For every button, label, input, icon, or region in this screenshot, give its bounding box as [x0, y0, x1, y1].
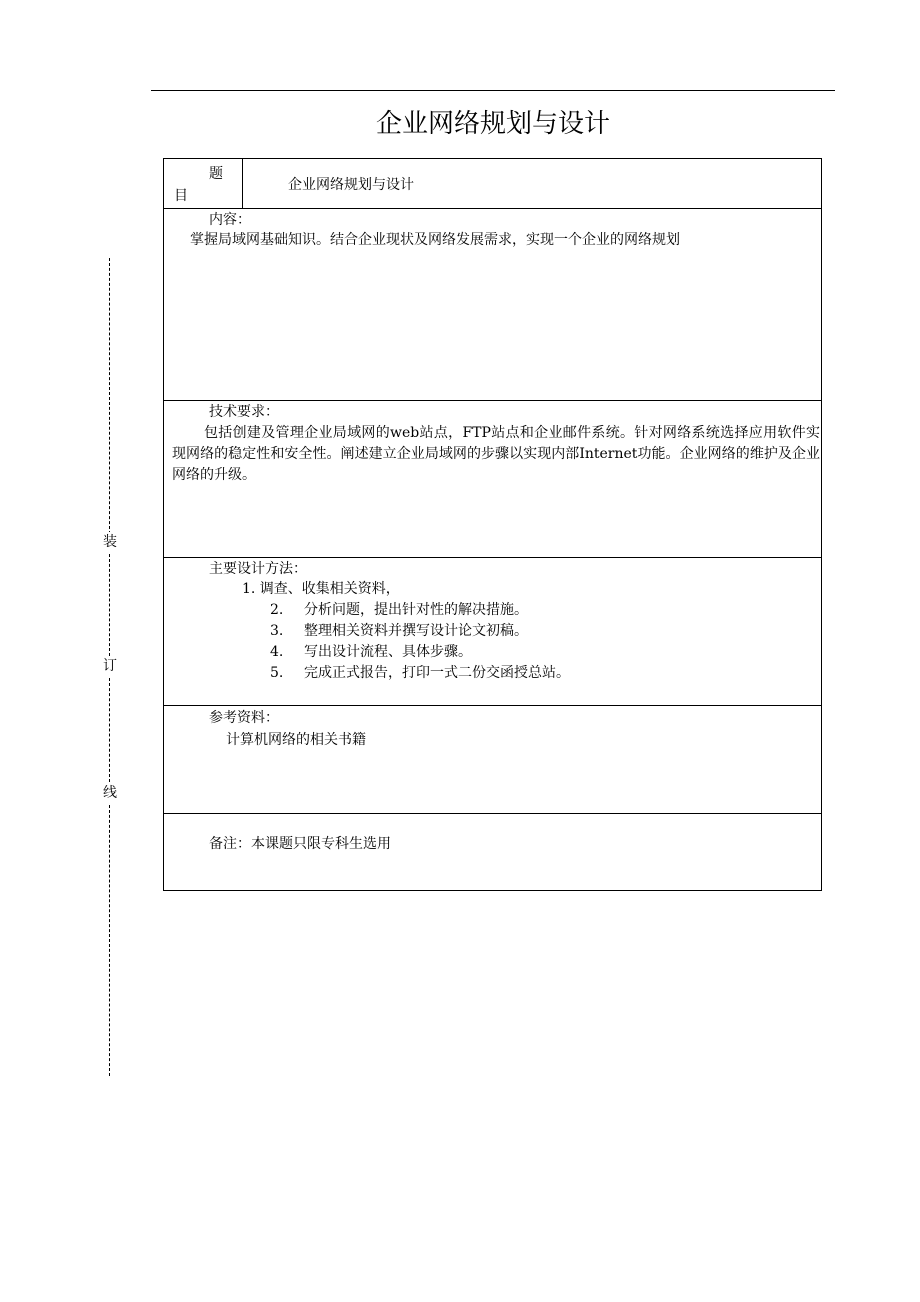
binding-line	[98, 258, 122, 1076]
tech-requirements-text: 包括创建及管理企业局域网的web站点，FTP站点和企业邮件系统。针对网络系统选择应用软件实现网络的稳定性和安全性。阐述建立企业局域网的步骤以实现内部Internet功能。企业网络的维护及企业网络的升级。	[172, 425, 820, 483]
binding-char-ding: 订	[98, 656, 122, 676]
design-step	[270, 642, 472, 663]
design-methods-row	[164, 557, 821, 706]
binding-dash	[109, 258, 110, 534]
topic-label-part2: 目	[174, 188, 188, 204]
design-step	[270, 663, 570, 684]
binding-dash	[109, 805, 110, 1076]
step-text: 整理相关资料并撰写设计论文初稿。	[304, 623, 528, 639]
content-heading: 内容：	[209, 212, 251, 228]
binding-dash	[109, 554, 110, 656]
assignment-form	[163, 158, 822, 891]
topic-row	[164, 159, 821, 208]
topic-value: 企业网络规划与设计	[288, 177, 414, 193]
content-row	[164, 208, 821, 401]
binding-dash	[109, 678, 110, 782]
references-text: 计算机网络的相关书籍	[226, 732, 366, 748]
design-step	[270, 600, 528, 621]
tech-requirements-heading: 技术要求：	[209, 404, 279, 420]
step-number: 4.	[270, 644, 284, 660]
step-text: 完成正式报告，打印一式二份交函授总站。	[304, 665, 570, 681]
design-step	[270, 621, 528, 642]
remarks-text: 备注：本课题只限专科生选用	[209, 836, 391, 852]
document-title: 企业网络规划与设计	[375, 109, 610, 139]
step-number: 3.	[270, 623, 284, 639]
binding-char-xian: 线	[98, 783, 122, 803]
design-methods-heading: 主要设计方法：	[209, 561, 307, 577]
references-row	[164, 705, 821, 814]
remarks-row	[164, 813, 821, 891]
content-text: 掌握局域网基础知识。结合企业现状及网络发展需求，实现一个企业的网络规划	[190, 232, 680, 248]
references-heading: 参考资料：	[209, 710, 279, 726]
topic-label-cell	[164, 159, 243, 208]
step-number: 2.	[270, 602, 284, 618]
step-text: 分析问题，提出针对性的解决措施。	[304, 602, 528, 618]
header-rule	[151, 90, 835, 91]
step-number: 5.	[270, 665, 284, 681]
binding-char-zhuang: 装	[98, 532, 122, 552]
design-step-1: 1. 调查、收集相关资料，	[242, 581, 400, 597]
tech-requirements-row	[164, 400, 821, 558]
topic-label-part1: 题	[209, 166, 223, 182]
step-text: 写出设计流程、具体步骤。	[304, 644, 472, 660]
